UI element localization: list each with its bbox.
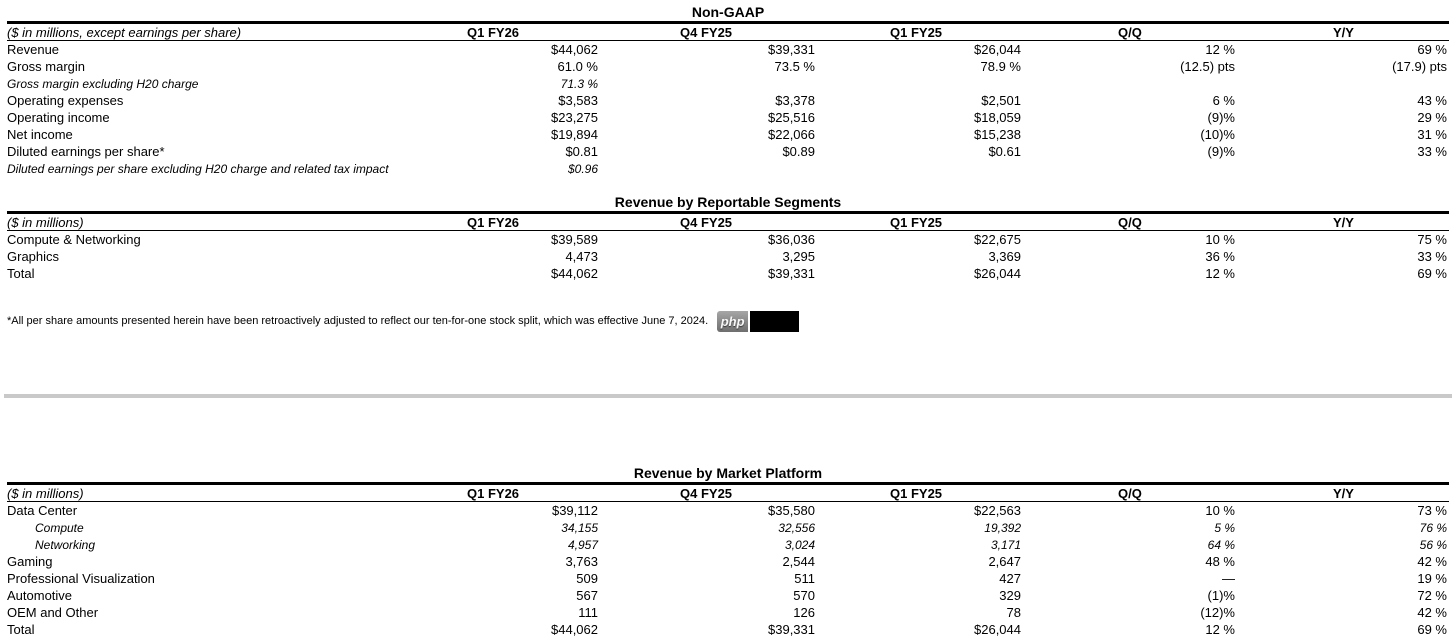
cell-value: 29 %	[1417, 110, 1447, 125]
non-gaap-section	[7, 3, 1449, 177]
cell-value: 78.9 %	[980, 59, 1021, 74]
row-label: Compute	[35, 520, 84, 535]
cell-value: 75 %	[1417, 232, 1447, 247]
cell-value: 570	[793, 588, 815, 603]
table-row	[7, 553, 1449, 570]
table-row	[7, 519, 1449, 536]
cell-value: 42 %	[1417, 554, 1447, 569]
cell-value: $0.96	[567, 161, 598, 176]
cell-value: 12 %	[1205, 266, 1235, 281]
row-label: Total	[7, 622, 35, 637]
cell-value: $25,516	[768, 110, 815, 125]
table-row	[7, 248, 1449, 265]
table-header-row	[7, 213, 1449, 231]
cell-value: (12.5) pts	[1180, 59, 1235, 74]
cell-value: $22,563	[974, 503, 1021, 518]
cell-value: $23,275	[551, 110, 598, 125]
cell-value: $3,583	[558, 93, 598, 108]
table-row	[7, 536, 1449, 553]
table-row	[7, 265, 1449, 282]
cell-value: $3,378	[775, 93, 815, 108]
table-row	[7, 58, 1449, 75]
col-header-qq: Q/Q	[1023, 213, 1237, 231]
table-row	[7, 75, 1449, 92]
cell-value: 12 %	[1205, 42, 1235, 57]
table-row	[7, 502, 1449, 520]
cell-value: 69 %	[1417, 622, 1447, 637]
cell-value: (10)%	[1200, 127, 1235, 142]
cell-value: $44,062	[551, 42, 598, 57]
row-label: Diluted earnings per share excluding H20 charge and related tax impact	[7, 161, 389, 176]
cell-value: $0.61	[988, 144, 1021, 159]
row-label: Professional Visualization	[7, 571, 155, 586]
cell-value: $22,675	[974, 232, 1021, 247]
cell-value: 12 %	[1205, 622, 1235, 637]
cell-value	[600, 160, 817, 177]
cell-value: $39,331	[768, 42, 815, 57]
market-platform-table	[7, 482, 1449, 638]
segments-table	[7, 211, 1449, 282]
cell-value: 6 %	[1212, 93, 1235, 108]
units-note: ($ in millions)	[7, 213, 440, 231]
cell-value: $26,044	[974, 622, 1021, 637]
cell-value: 69 %	[1417, 42, 1447, 57]
cell-value: (9)%	[1207, 110, 1235, 125]
row-label: OEM and Other	[7, 605, 99, 620]
row-label: Networking	[35, 537, 96, 552]
cell-value: $26,044	[974, 266, 1021, 281]
row-label: Operating income	[7, 110, 110, 125]
cell-value: 19,392	[984, 520, 1021, 535]
cell-value: $18,059	[974, 110, 1021, 125]
cell-value: (1)%	[1207, 588, 1235, 603]
row-label: Revenue	[7, 42, 60, 57]
cell-value: 19 %	[1417, 571, 1447, 586]
row-label: Compute & Networking	[7, 232, 141, 247]
cell-value: 36 %	[1205, 249, 1235, 264]
cell-value: 64 %	[1207, 537, 1235, 552]
cell-value: $39,589	[551, 232, 598, 247]
table-row	[7, 231, 1449, 249]
cell-value: 71.3 %	[560, 76, 598, 91]
col-header-qq: Q/Q	[1023, 484, 1237, 502]
cell-value: 509	[576, 571, 598, 586]
cell-value: $22,066	[768, 127, 815, 142]
cell-value: 33 %	[1417, 144, 1447, 159]
table-row	[7, 126, 1449, 143]
cell-value: —	[1222, 571, 1235, 586]
cell-value: 32,556	[778, 520, 815, 535]
market-platform-section	[7, 464, 1449, 638]
cell-value: $44,062	[551, 622, 598, 637]
col-header-q1-fy26: Q1 FY26	[440, 213, 600, 231]
cell-value: 42 %	[1417, 605, 1447, 620]
cell-value: 69 %	[1417, 266, 1447, 281]
cell-value: 126	[793, 605, 815, 620]
cell-value: 3,024	[784, 537, 815, 552]
row-label: Gross margin	[7, 59, 86, 74]
cell-value: 3,369	[988, 249, 1021, 264]
table-header-row	[7, 484, 1449, 502]
cell-value: $35,580	[768, 503, 815, 518]
cell-value: 567	[576, 588, 598, 603]
table-row	[7, 570, 1449, 587]
php-logo: php	[717, 311, 748, 332]
cell-value: 10 %	[1205, 232, 1235, 247]
cell-value: 5 %	[1214, 520, 1235, 535]
table-row	[7, 109, 1449, 126]
cell-value: $2,501	[981, 93, 1021, 108]
cell-value: $26,044	[974, 42, 1021, 57]
cell-value: 56 %	[1419, 537, 1447, 552]
cell-value: $39,331	[768, 622, 815, 637]
cell-value	[817, 75, 1023, 92]
cell-value: $39,331	[768, 266, 815, 281]
section-divider	[4, 394, 1452, 398]
col-header-q4-fy25: Q4 FY25	[600, 213, 817, 231]
cell-value: 2,647	[988, 554, 1021, 569]
cell-value: 61.0 %	[557, 59, 598, 74]
cell-value: 73 %	[1417, 503, 1447, 518]
cell-value: $0.81	[565, 144, 598, 159]
row-label: Total	[7, 266, 35, 281]
table-row	[7, 41, 1449, 59]
cell-value: 511	[794, 571, 815, 586]
cell-value: $19,894	[551, 127, 598, 142]
cell-value: 76 %	[1419, 520, 1447, 535]
row-label: Gaming	[7, 554, 53, 569]
footnote-row	[7, 309, 799, 333]
col-header-q1-fy25: Q1 FY25	[817, 484, 1023, 502]
stock-split-footnote: *All per share amounts presented herein have been retroactively adjusted to reflect our ten-for-one stock split, which was effective June 7, 2024.	[7, 315, 709, 327]
cell-value: 3,171	[990, 537, 1021, 552]
col-header-q1-fy26: Q1 FY26	[440, 23, 600, 41]
cell-value: 78	[1006, 605, 1021, 620]
cell-value: 4,473	[565, 249, 598, 264]
cell-value: 73.5 %	[774, 59, 815, 74]
cell-value: 31 %	[1417, 127, 1447, 142]
segments-section	[7, 193, 1449, 282]
row-label: Graphics	[7, 249, 60, 264]
table-row	[7, 143, 1449, 160]
cell-value: 3,763	[565, 554, 598, 569]
col-header-q4-fy25: Q4 FY25	[600, 23, 817, 41]
col-header-yy: Y/Y	[1237, 23, 1449, 41]
cell-value: (12)%	[1200, 605, 1235, 620]
cell-value: 48 %	[1205, 554, 1235, 569]
cell-value: 10 %	[1205, 503, 1235, 518]
table-row	[7, 587, 1449, 604]
table-row	[7, 92, 1449, 109]
cell-value: (9)%	[1207, 144, 1235, 159]
cell-value: 72 %	[1417, 588, 1447, 603]
cell-value: $36,036	[768, 232, 815, 247]
cell-value: 3,295	[782, 249, 815, 264]
php-badge[interactable]	[717, 311, 799, 332]
col-header-q1-fy25: Q1 FY25	[817, 23, 1023, 41]
cell-value	[817, 160, 1023, 177]
cell-value: 34,155	[561, 520, 598, 535]
col-header-q4-fy25: Q4 FY25	[600, 484, 817, 502]
cell-value	[1023, 160, 1237, 177]
row-label: Diluted earnings per share*	[7, 144, 165, 159]
col-header-qq: Q/Q	[1023, 23, 1237, 41]
table-row	[7, 604, 1449, 621]
cell-value: (17.9) pts	[1392, 59, 1447, 74]
table-row	[7, 160, 1449, 177]
table-title-market-platform: Revenue by Market Platform	[633, 465, 823, 481]
cell-value: $15,238	[974, 127, 1021, 142]
cell-value: 111	[578, 605, 598, 620]
table-title-segments: Revenue by Reportable Segments	[614, 194, 842, 210]
row-label: Net income	[7, 127, 73, 142]
col-header-q1-fy26: Q1 FY26	[440, 484, 600, 502]
cell-value	[1237, 160, 1449, 177]
col-header-q1-fy25: Q1 FY25	[817, 213, 1023, 231]
cell-value: 427	[999, 571, 1021, 586]
badge-black-segment	[750, 311, 799, 332]
cell-value: 43 %	[1417, 93, 1447, 108]
cell-value	[1237, 75, 1449, 92]
table-title-non-gaap: Non-GAAP	[691, 4, 765, 20]
cell-value: 4,957	[567, 537, 598, 552]
cell-value	[1023, 75, 1237, 92]
units-note: ($ in millions)	[7, 484, 440, 502]
cell-value	[600, 75, 817, 92]
row-label: Automotive	[7, 588, 73, 603]
cell-value: $39,112	[551, 503, 598, 518]
col-header-yy: Y/Y	[1237, 213, 1449, 231]
non-gaap-table	[7, 21, 1449, 177]
cell-value: 2,544	[782, 554, 815, 569]
cell-value: $44,062	[551, 266, 598, 281]
table-row	[7, 621, 1449, 638]
row-label: Data Center	[7, 503, 78, 518]
row-label: Operating expenses	[7, 93, 124, 108]
cell-value: 33 %	[1417, 249, 1447, 264]
units-note: ($ in millions, except earnings per share)	[7, 23, 440, 41]
col-header-yy: Y/Y	[1237, 484, 1449, 502]
cell-value: 329	[999, 588, 1021, 603]
row-label: Gross margin excluding H20 charge	[7, 76, 199, 91]
table-header-row	[7, 23, 1449, 41]
cell-value: $0.89	[782, 144, 815, 159]
